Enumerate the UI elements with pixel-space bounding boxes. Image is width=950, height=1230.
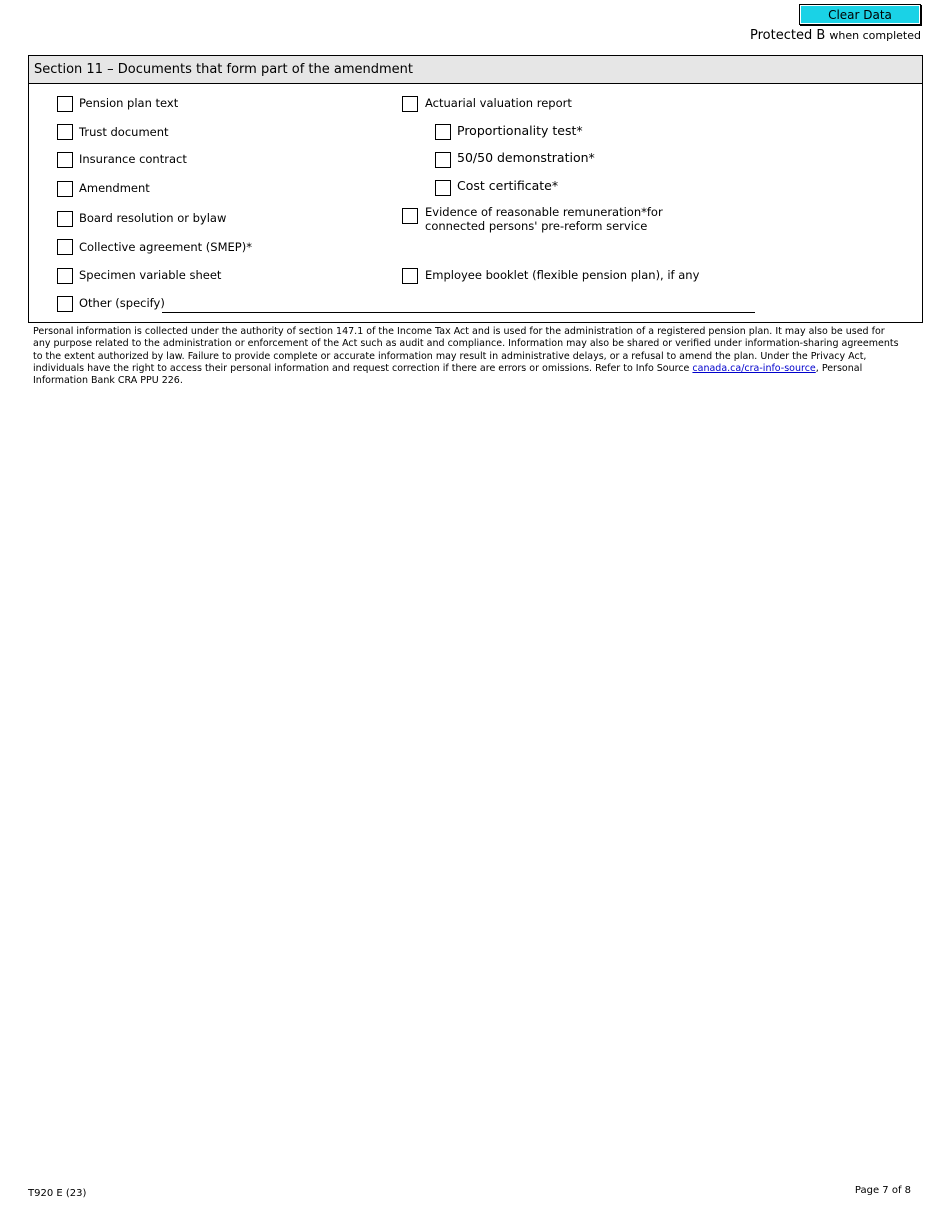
protected-note: when completed: [829, 29, 921, 42]
trust-document-checkbox[interactable]: [57, 124, 73, 140]
page-number: Page 7 of 8: [854, 1185, 911, 1196]
amendment-label: Amendment: [79, 181, 150, 195]
section-11: [28, 55, 923, 323]
trust-document-label: Trust document: [79, 125, 169, 139]
collective-agreement-label: Collective agreement (SMEP)*: [79, 240, 252, 254]
reasonable-remuneration-checkbox[interactable]: [402, 208, 418, 224]
protected-b-label: [750, 28, 921, 43]
insurance-contract-checkbox[interactable]: [57, 152, 73, 168]
privacy-text-end: , Personal Information Bank CRA PPU 226.: [33, 362, 863, 387]
other-label: Other (specify): [79, 296, 165, 310]
reasonable-remuneration-label: Evidence of reasonable remuneration*for connected persons' pre-reform service: [425, 205, 663, 233]
board-resolution-checkbox[interactable]: [57, 211, 73, 227]
actuarial-valuation-checkbox[interactable]: [402, 96, 418, 112]
collective-agreement-checkbox[interactable]: [57, 239, 73, 255]
specimen-variable-sheet-label: Specimen variable sheet: [79, 268, 222, 282]
privacy-notice: [33, 326, 903, 387]
protected-label: Protected B: [750, 28, 826, 43]
section-title: Section 11 – Documents that form part of the amendment: [29, 56, 922, 84]
clear-data-button[interactable]: Clear Data: [799, 4, 921, 25]
actuarial-valuation-label: Actuarial valuation report: [425, 96, 572, 110]
employee-booklet-label: Employee booklet (flexible pension plan), if any: [425, 268, 700, 282]
proportionality-test-checkbox[interactable]: [435, 124, 451, 140]
info-source-link[interactable]: canada.ca/cra-info-source: [692, 362, 816, 374]
pension-plan-text-label: Pension plan text: [79, 96, 179, 110]
demonstration-50-50-checkbox[interactable]: [435, 152, 451, 168]
amendment-checkbox[interactable]: [57, 181, 73, 197]
other-specify-input[interactable]: [162, 312, 755, 313]
specimen-variable-sheet-checkbox[interactable]: [57, 268, 73, 284]
pension-plan-text-checkbox[interactable]: [57, 96, 73, 112]
proportionality-test-label: Proportionality test*: [457, 123, 583, 138]
board-resolution-label: Board resolution or bylaw: [79, 211, 227, 225]
cost-certificate-checkbox[interactable]: [435, 180, 451, 196]
other-checkbox[interactable]: [57, 296, 73, 312]
privacy-text: Personal information is collected under the authority of section 147.1 of the Income Tax Act and is used for the administration of a registered pension plan. It may also be used for any purpose related to the administration or enforcement of the Act such as audit and compliance. Information may also be shared or verified under information-sharing agreements to the extent authorized by law. Failure to provide complete or accurate information may result in administrative delays, or a refusal to amend the plan. Under the Privacy Act, individuals have the right to access their personal information and request correction if there are errors or omissions. Refer to Info Source: [33, 326, 899, 374]
form-identifier: T920 E (23): [28, 1188, 87, 1199]
cost-certificate-label: Cost certificate*: [457, 178, 559, 193]
insurance-contract-label: Insurance contract: [79, 152, 187, 166]
demonstration-50-50-label: 50/50 demonstration*: [457, 150, 595, 165]
employee-booklet-checkbox[interactable]: [402, 268, 418, 284]
